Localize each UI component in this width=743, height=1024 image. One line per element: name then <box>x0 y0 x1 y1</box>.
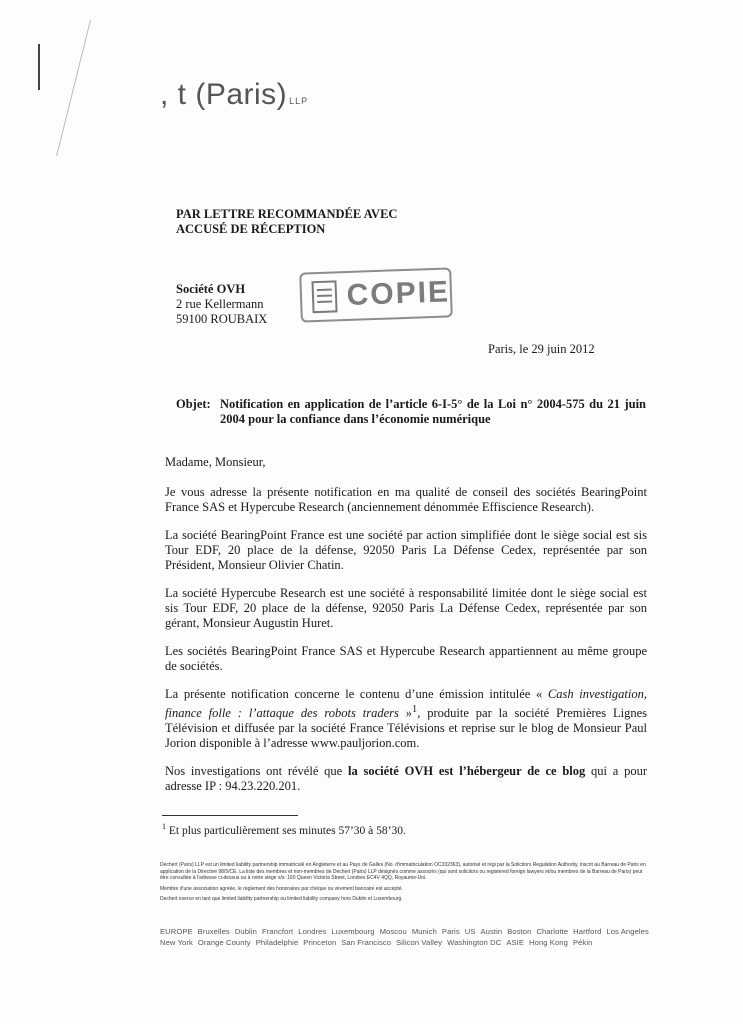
legal-line-2: Membre d'une association agréée, le règlement des honoraires par chèque ou virement bancaire est accepté. <box>160 885 403 892</box>
office-city: Dublin <box>234 927 257 936</box>
office-city: San Francisco <box>341 938 392 947</box>
paragraph-4: Les sociétés BearingPoint France SAS et Hypercube Research appartiennent au même groupe de sociétés. <box>165 644 647 673</box>
office-city: Pékin <box>572 938 593 947</box>
firm-logo <box>160 78 308 112</box>
office-city: Moscou <box>379 927 407 936</box>
edge-mark <box>38 44 40 90</box>
office-city: Princeton <box>303 938 337 947</box>
salutation: Madame, Monsieur, <box>165 455 266 469</box>
paragraph-6-part-b: qui a pour adresse IP : 94.23.220.201. <box>165 764 647 794</box>
recipient-address <box>176 282 267 327</box>
paragraph-1: Je vous adresse la présente notification en ma qualité de conseil des sociétés BearingPoint France SAS et Hypercube Research (anciennement dénommée Effiscience Research). <box>165 485 647 514</box>
office-city: Charlotte <box>536 927 569 936</box>
office-city: Washington DC <box>447 938 502 947</box>
registered-mail-line-2: ACCUSÉ DE RÉCEPTION <box>176 222 326 236</box>
legal-line-3: Dechert exerce en tant que limited liability partnership ou limited liability company hors Dublin et Luxembourg. <box>160 896 403 902</box>
registered-mail-notice <box>176 207 397 237</box>
letter-body <box>165 455 647 807</box>
paragraph-2: La société BearingPoint France est une société par action simplifiée dont le siège social est sis Tour EDF, 20 place de la défense, 92050 Paris La Défense Cedex, représentée par son Président, Monsieur Olivier Chatin. <box>165 528 647 572</box>
office-city: ASIE <box>506 938 525 947</box>
paragraph-6 <box>165 764 647 794</box>
footnote-mark: 1 <box>162 822 166 831</box>
office-city: Los Angeles <box>606 927 649 936</box>
legal-line-1: Dechert (Paris) LLP est un limited liability partnership immatriculé en Angleterre et au Pays de Galles (No. d'immatriculation OC332363), autorisé et régi par la Solicitors Regulation Authority, inscrit au Barreau de Paris en application de la Directive 98/5/CE. La liste des membres et non-membres de Dechert (Paris) LLP désignés comme associés (qui sont solicitors ou registered foreign lawyers et/ou membres de la Barreau de Paris) peut être consultée à l'adresse ci-dessus ou à notre siège s/s: 160 Queen Victoria Street, Londres EC4V 4QQ, Royaume-Uni. <box>160 862 646 881</box>
footnote <box>162 822 406 837</box>
footnote-rule <box>162 815 298 816</box>
office-city: Munich <box>411 927 437 936</box>
office-list <box>160 926 680 948</box>
office-city: Boston <box>507 927 532 936</box>
office-list-line-2 <box>160 937 680 948</box>
office-city: Luxembourg <box>331 927 375 936</box>
office-city: New York <box>160 938 193 947</box>
paragraph-6-part-a: Nos investigations ont révélé que <box>165 764 348 779</box>
letter-date: Paris, le 29 juin 2012 <box>488 342 595 356</box>
paragraph-5-part-c: , produite par la société Premières Lignes Télévision et diffusée par la société France Télévisions et reprise sur le blog de Monsieur Paul Jorion disponible à l’adresse www.pauljorion.com. <box>165 706 647 751</box>
subject-key: Objet: <box>176 397 211 411</box>
logo-suffix: LLP <box>289 96 309 106</box>
office-city: Philadelphie <box>255 938 299 947</box>
paragraph-5-part-a: La présente notification concerne le contenu d’une émission intitulée « <box>165 687 548 701</box>
footnote-text: Et plus particulièrement ses minutes 57’30 à 58’30. <box>166 824 406 837</box>
office-city: Austin <box>480 927 503 936</box>
paragraph-6-bold: la société OVH est l’hébergeur de ce blog <box>347 764 586 779</box>
copy-stamp <box>299 267 453 322</box>
office-city: US <box>464 927 476 936</box>
office-city: Londres <box>298 927 327 936</box>
paragraph-3: La société Hypercube Research est une société à responsabilité limitée dont le siège social est sis Tour EDF, 20 place de la défense, 92050 Paris La Défense Cedex, représentée par son gérant, Monsieur Augustin Huret. <box>165 586 647 630</box>
office-city: Orange County <box>197 938 251 947</box>
edge-line <box>56 20 91 156</box>
office-city: Hong Kong <box>529 938 568 947</box>
footnote-ref: 1 <box>412 704 418 715</box>
office-city: Silicon Valley <box>396 938 443 947</box>
paragraph-5-part-b: » <box>398 706 413 721</box>
recipient-city: 59100 ROUBAIX <box>176 312 268 326</box>
recipient-name: Société OVH <box>176 282 246 296</box>
logo-text: , t (Paris) <box>160 78 288 111</box>
paragraph-5 <box>165 687 647 751</box>
office-city: Francfort <box>261 927 294 936</box>
office-city: Bruxelles <box>197 927 230 936</box>
subject-line <box>176 397 646 427</box>
office-list-line-1 <box>160 926 680 937</box>
legal-notice <box>160 862 650 907</box>
office-city: Hartford <box>573 927 602 936</box>
copy-stamp-label: COPIE <box>346 275 451 313</box>
registered-mail-line-1: PAR LETTRE RECOMMANDÉE AVEC <box>176 207 398 221</box>
subject-value: Notification en application de l’article 6-I-5° de la Loi n° 2004-575 du 21 juin 2004 pour la confiance dans l’économie numérique <box>220 397 646 426</box>
programme-title: Cash investigation, finance folle : l’attaque des robots traders <box>165 687 648 721</box>
office-city: Paris <box>441 927 460 936</box>
document-icon <box>311 280 337 313</box>
recipient-street: 2 rue Kellermann <box>176 297 264 311</box>
office-city: EUROPE <box>160 927 193 936</box>
